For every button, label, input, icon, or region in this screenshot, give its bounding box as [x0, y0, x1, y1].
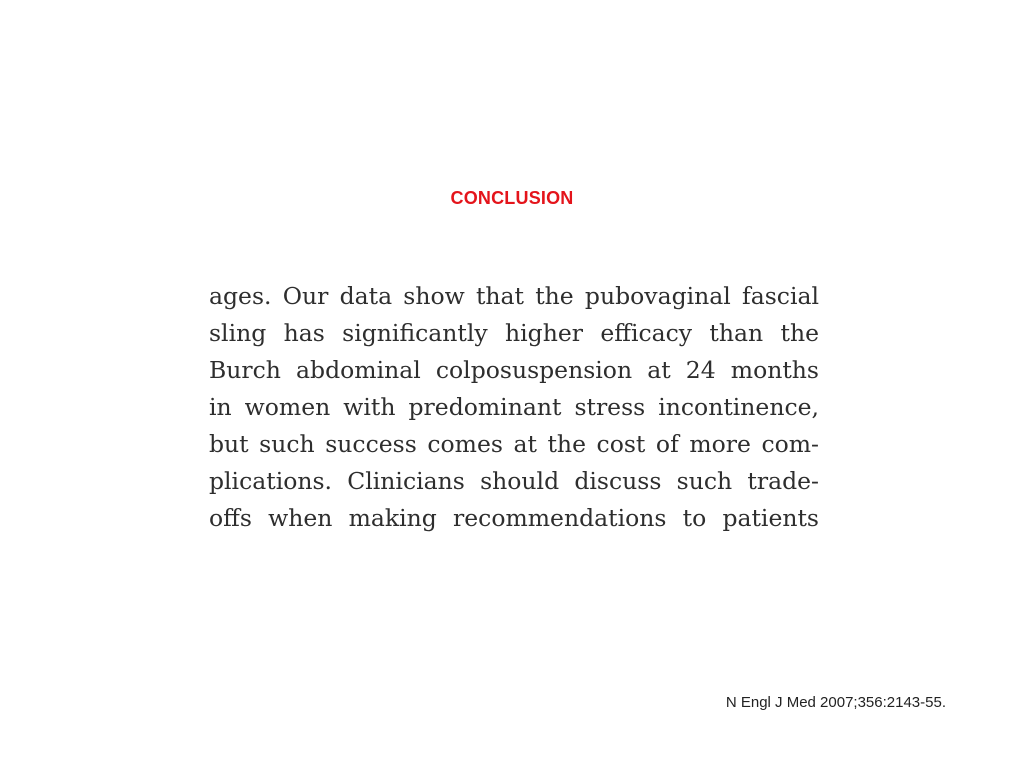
excerpt-line: offs when making recommendations to patients [209, 504, 819, 532]
excerpt-line: plications. Clinicians should discuss such trade- [209, 467, 819, 495]
article-excerpt [209, 278, 819, 537]
slide-title: CONCLUSION [450, 188, 574, 208]
excerpt-line: ages. Our data show that the pubovaginal fascial [209, 282, 819, 310]
excerpt-line: sling has significantly higher efficacy than the [209, 319, 819, 347]
excerpt-line: Burch abdominal colposuspension at 24 months [209, 356, 819, 384]
excerpt-line: but such success comes at the cost of more com- [209, 430, 819, 458]
excerpt-line: in women with predominant stress incontinence, [209, 393, 819, 421]
journal-citation: N Engl J Med 2007;356:2143-55. [725, 694, 946, 711]
